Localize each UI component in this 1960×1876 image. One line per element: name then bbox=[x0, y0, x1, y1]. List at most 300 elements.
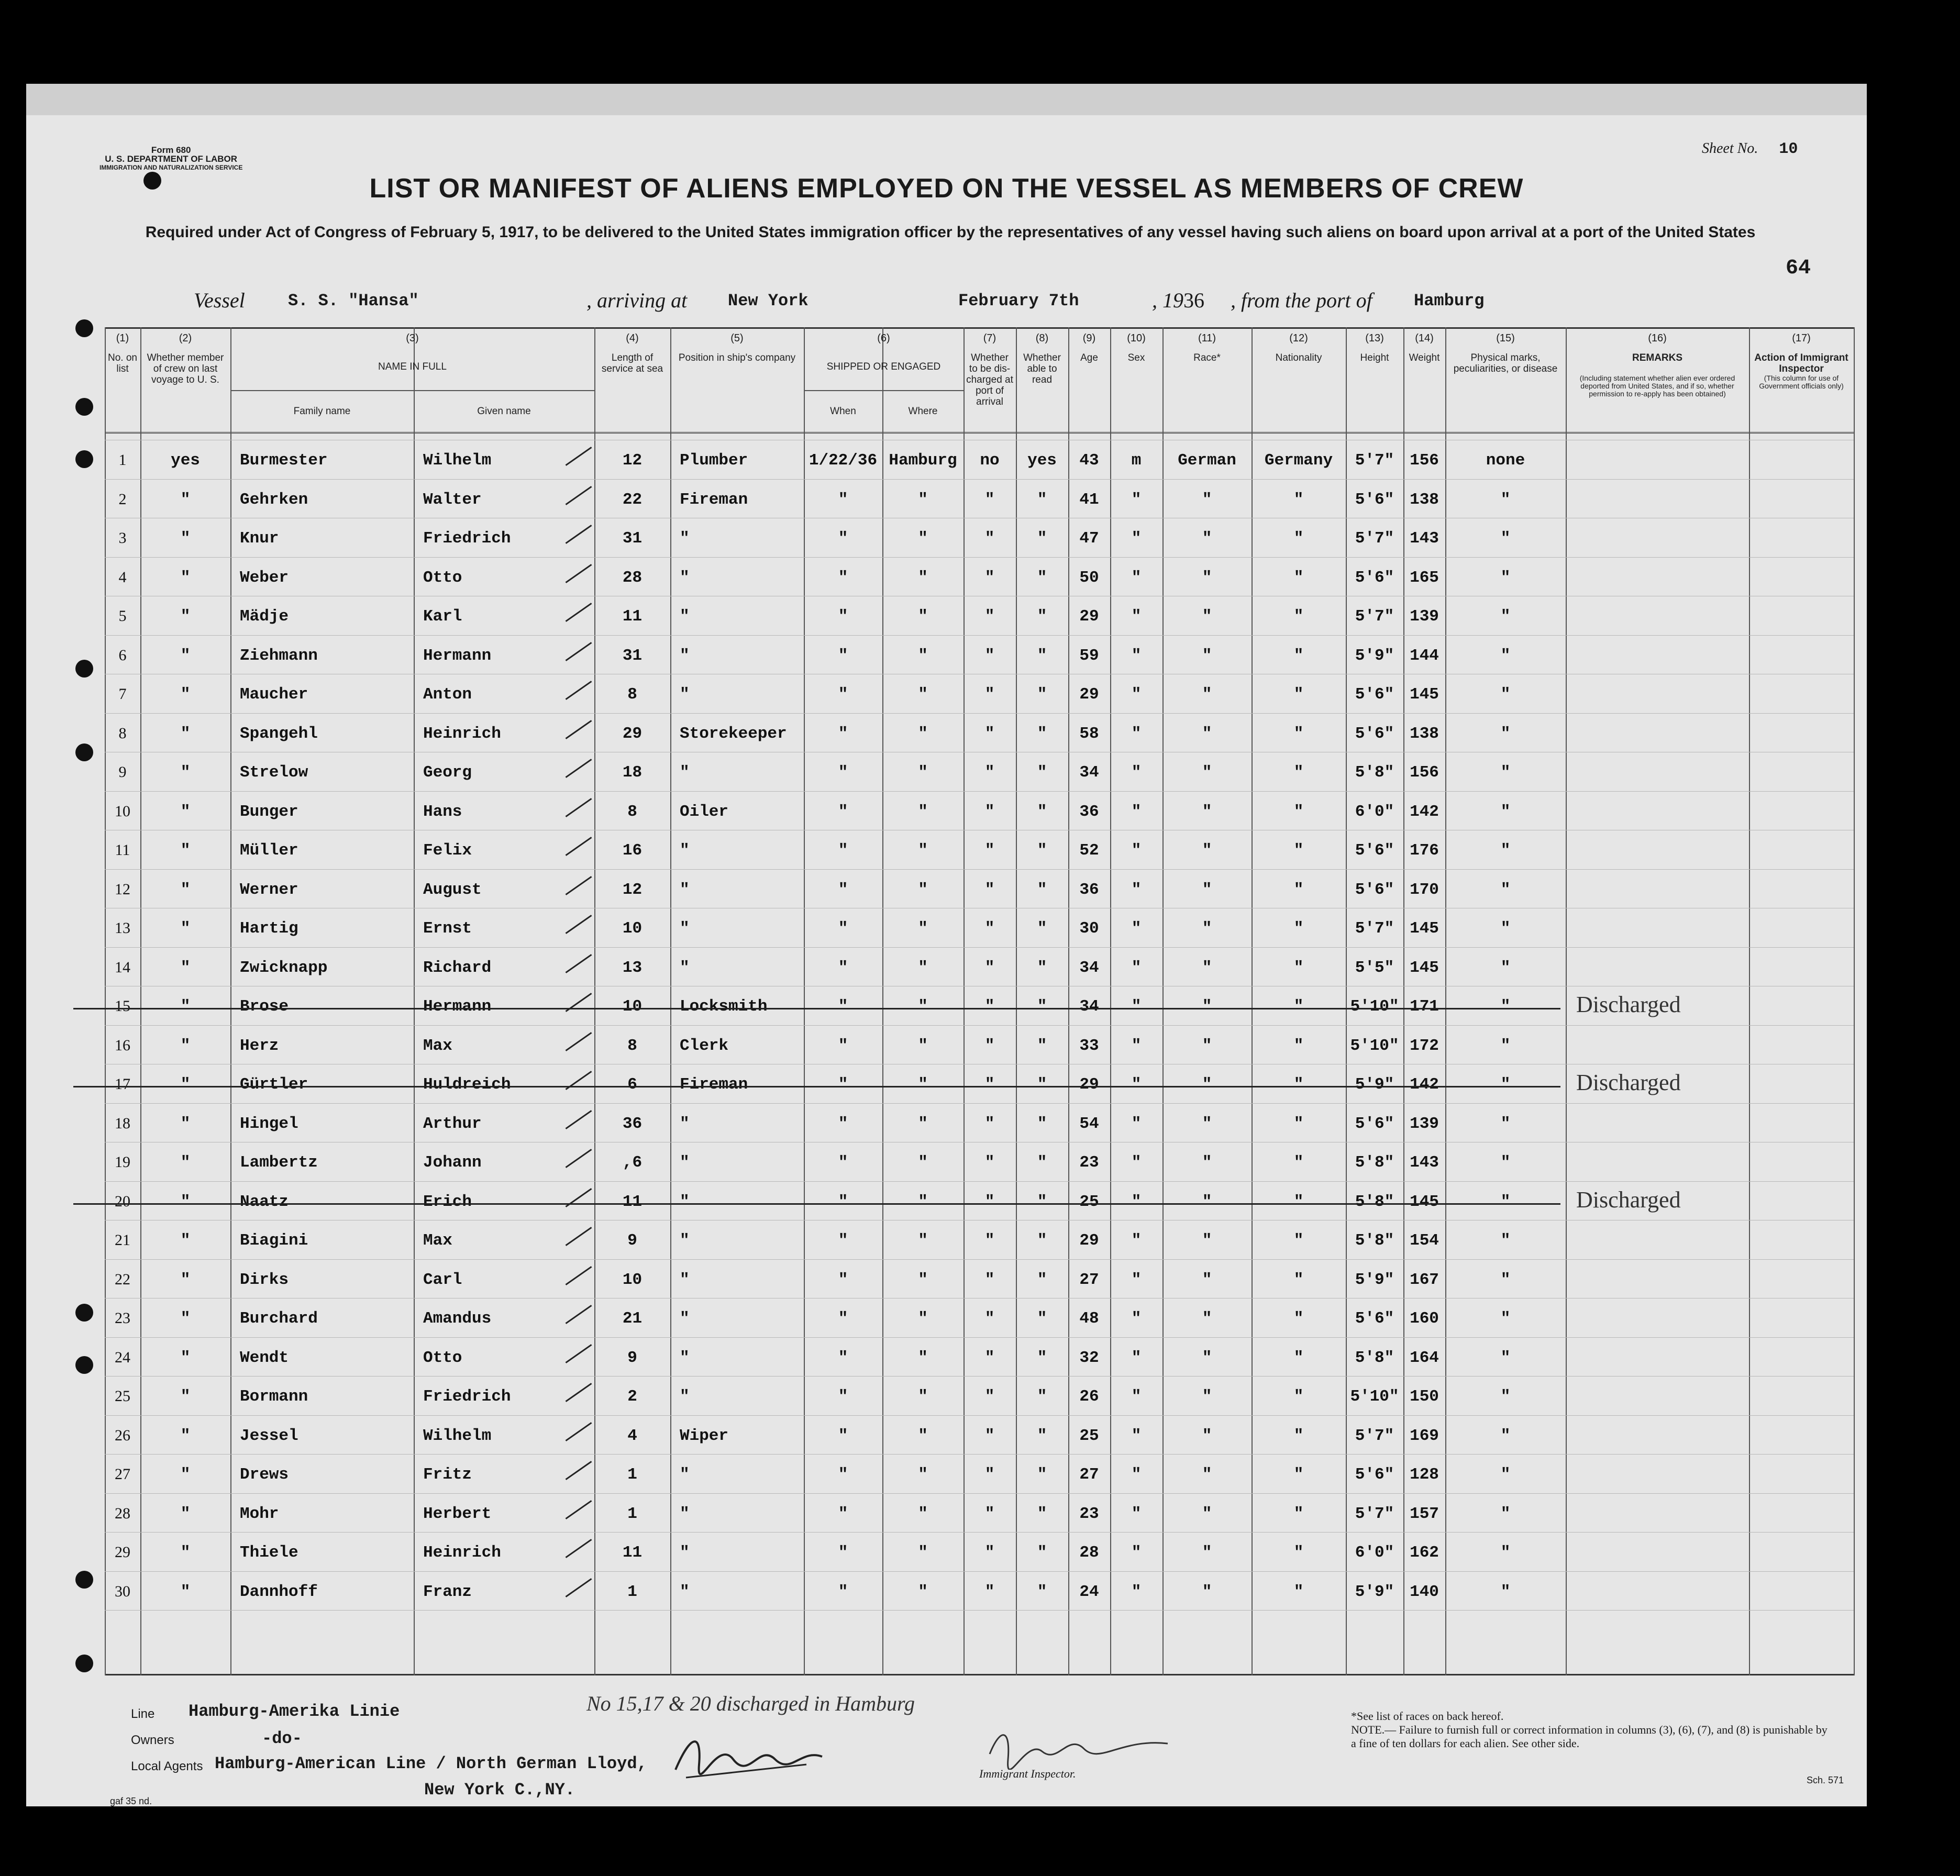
cell-service: 11 bbox=[622, 607, 643, 626]
cell-weight: 145 bbox=[1410, 685, 1439, 704]
cell-service: 22 bbox=[622, 490, 643, 509]
vessel-label: Vessel bbox=[194, 288, 245, 312]
cell-sex: " bbox=[1131, 763, 1142, 782]
cell-marks: " bbox=[1500, 1309, 1511, 1328]
cell-age: 33 bbox=[1079, 1036, 1099, 1055]
cell-prev: " bbox=[180, 685, 191, 704]
cell-given: Felix bbox=[423, 841, 472, 860]
cell-race: " bbox=[1202, 919, 1212, 938]
cell-race: " bbox=[1202, 1114, 1212, 1133]
cell-marks: " bbox=[1500, 568, 1511, 587]
cell-family: Knur bbox=[240, 529, 279, 548]
cell-sex: " bbox=[1131, 919, 1142, 938]
cell-where: " bbox=[918, 763, 928, 782]
cell-position: " bbox=[680, 568, 690, 587]
cell-prev: " bbox=[180, 997, 191, 1016]
cell-marks: " bbox=[1500, 1231, 1511, 1250]
cell-read: " bbox=[1037, 529, 1047, 548]
cell-weight: 138 bbox=[1410, 724, 1439, 743]
footnote-races: *See list of races on back hereof. bbox=[1351, 1710, 1504, 1723]
cell-service: 8 bbox=[627, 1036, 637, 1055]
cell-marks: " bbox=[1500, 1075, 1511, 1094]
cell-position: " bbox=[680, 1544, 690, 1562]
cell-marks: " bbox=[1500, 529, 1511, 548]
form-identifier bbox=[99, 146, 242, 172]
cell-family: Weber bbox=[240, 568, 289, 587]
cell-when: " bbox=[838, 880, 848, 899]
cell-family: Wendt bbox=[240, 1348, 289, 1367]
cell-marks: " bbox=[1500, 1270, 1511, 1289]
cell-service: 31 bbox=[622, 646, 643, 665]
row-rule bbox=[105, 1532, 1854, 1533]
handwritten-discharge-note: No 15,17 & 20 discharged in Hamburg bbox=[586, 1692, 915, 1715]
agents-label: Local Agents bbox=[131, 1759, 203, 1773]
cell-race: " bbox=[1202, 1504, 1212, 1523]
cell-where: " bbox=[918, 607, 928, 626]
cell-nationality: " bbox=[1293, 568, 1304, 587]
cell-no: 28 bbox=[115, 1504, 130, 1522]
vessel-line bbox=[194, 288, 245, 313]
owners-label: Owners bbox=[131, 1733, 174, 1747]
cell-discharge: " bbox=[984, 490, 995, 509]
cell-family: Zwicknapp bbox=[240, 958, 328, 977]
cell-weight: 154 bbox=[1410, 1231, 1439, 1250]
cell-prev: " bbox=[180, 1075, 191, 1094]
row-rule bbox=[105, 1454, 1854, 1455]
cell-sex: " bbox=[1131, 1582, 1142, 1601]
cell-discharge: " bbox=[984, 1426, 995, 1445]
schedule-number: Sch. 571 bbox=[1807, 1775, 1844, 1785]
cell-no: 11 bbox=[115, 841, 130, 859]
cell-marks: " bbox=[1500, 802, 1511, 821]
cell-weight: 142 bbox=[1410, 802, 1439, 821]
cell-position: " bbox=[680, 685, 690, 704]
cell-family: Thiele bbox=[240, 1544, 298, 1562]
cell-given: Max bbox=[423, 1231, 452, 1250]
column-number: (17) bbox=[1792, 332, 1811, 344]
cell-nationality: " bbox=[1293, 1426, 1304, 1445]
cell-service: 36 bbox=[622, 1114, 643, 1133]
cell-service: 11 bbox=[622, 1192, 643, 1211]
cell-height: 5'6" bbox=[1355, 1114, 1394, 1133]
cell-nationality: " bbox=[1293, 1348, 1304, 1367]
remarks-discharged: Discharged bbox=[1576, 1186, 1681, 1213]
cell-sex: " bbox=[1131, 1114, 1142, 1133]
cell-read: " bbox=[1037, 1192, 1047, 1211]
cell-position: Fireman bbox=[680, 490, 748, 509]
cell-age: 54 bbox=[1079, 1114, 1099, 1133]
cell-age: 29 bbox=[1079, 685, 1099, 704]
cell-position: " bbox=[680, 958, 690, 977]
punch-hole bbox=[75, 319, 93, 337]
row-rule bbox=[105, 479, 1854, 480]
cell-age: 36 bbox=[1079, 802, 1099, 821]
cell-service: 8 bbox=[627, 802, 637, 821]
row-rule bbox=[105, 713, 1854, 714]
cell-given: Wilhelm bbox=[423, 1426, 492, 1445]
cell-race: " bbox=[1202, 1309, 1212, 1328]
cell-family: Herz bbox=[240, 1036, 279, 1055]
cell-read: " bbox=[1037, 1114, 1047, 1133]
cell-race: " bbox=[1202, 607, 1212, 626]
cell-no: 7 bbox=[118, 685, 127, 703]
cell-where: " bbox=[918, 841, 928, 860]
cell-age: 32 bbox=[1079, 1348, 1099, 1367]
cell-sex: " bbox=[1131, 1426, 1142, 1445]
cell-where: " bbox=[918, 529, 928, 548]
cell-service: 21 bbox=[622, 1309, 643, 1328]
cell-sex: " bbox=[1131, 1192, 1142, 1211]
cell-family: Dannhoff bbox=[240, 1582, 318, 1601]
cell-service: 10 bbox=[622, 919, 643, 938]
column-number: (15) bbox=[1496, 332, 1515, 344]
punch-hole bbox=[75, 1571, 93, 1589]
cell-read: " bbox=[1037, 1544, 1047, 1562]
cell-race: " bbox=[1202, 490, 1212, 509]
cell-no: 24 bbox=[115, 1348, 130, 1366]
cell-discharge: " bbox=[984, 1348, 995, 1367]
cell-given: Friedrich bbox=[423, 1387, 511, 1406]
form-service: IMMIGRATION AND NATURALIZATION SERVICE bbox=[99, 164, 243, 171]
cell-when: " bbox=[838, 1582, 848, 1601]
cell-read: " bbox=[1037, 1426, 1047, 1445]
cell-height: 6'0" bbox=[1355, 1544, 1394, 1562]
cell-when: " bbox=[838, 685, 848, 704]
cell-family: Brose bbox=[240, 997, 289, 1016]
page-subtitle: Required under Act of Congress of February 5, 1917, to be delivered to the United States immigration officer by the representatives of any vessel having such aliens on board upon arrival at a port of the United States bbox=[145, 224, 1756, 241]
cell-position: " bbox=[680, 1114, 690, 1133]
cell-position: " bbox=[680, 763, 690, 782]
cell-service: 18 bbox=[622, 763, 643, 782]
year-value: 36 bbox=[1183, 288, 1204, 312]
arrival-year bbox=[1152, 288, 1204, 313]
cell-read: " bbox=[1037, 997, 1047, 1016]
cell-family: Gürtler bbox=[240, 1075, 308, 1094]
column-header: Position in ship's company bbox=[678, 352, 796, 363]
cell-position: " bbox=[680, 1466, 690, 1484]
cell-when: " bbox=[838, 1114, 848, 1133]
cell-position: " bbox=[680, 1582, 690, 1601]
column-header: Height bbox=[1360, 352, 1389, 363]
cell-position: " bbox=[680, 1348, 690, 1367]
cell-age: 47 bbox=[1079, 529, 1099, 548]
cell-when: " bbox=[838, 1309, 848, 1328]
cell-when: " bbox=[838, 1466, 848, 1484]
cell-weight: 172 bbox=[1410, 1036, 1439, 1055]
cell-nationality: " bbox=[1293, 1582, 1304, 1601]
cell-discharge: " bbox=[984, 802, 995, 821]
cell-no: 19 bbox=[115, 1153, 130, 1171]
cell-read: " bbox=[1037, 958, 1047, 977]
cell-race: " bbox=[1202, 724, 1212, 743]
cell-sex: " bbox=[1131, 646, 1142, 665]
cell-prev: " bbox=[180, 1504, 191, 1523]
column-number: (13) bbox=[1365, 332, 1384, 344]
cell-race: " bbox=[1202, 529, 1212, 548]
cell-weight: 139 bbox=[1410, 1114, 1439, 1133]
cell-no: 25 bbox=[115, 1387, 130, 1405]
cell-nationality: " bbox=[1293, 1387, 1304, 1406]
column-header: NAME IN FULL bbox=[378, 361, 447, 372]
cell-nationality: " bbox=[1293, 685, 1304, 704]
cell-service: 13 bbox=[622, 958, 643, 977]
cell-height: 5'6" bbox=[1355, 1466, 1394, 1484]
column-header: SHIPPED OR ENGAGED bbox=[826, 361, 941, 372]
cell-nationality: " bbox=[1293, 529, 1304, 548]
cell-height: 5'7" bbox=[1355, 607, 1394, 626]
cell-height: 5'6" bbox=[1355, 685, 1394, 704]
cell-no: 4 bbox=[118, 568, 127, 586]
form-department: U. S. DEPARTMENT OF LABOR bbox=[105, 154, 238, 164]
cell-where: " bbox=[918, 1582, 928, 1601]
punch-hole bbox=[75, 743, 93, 761]
cell-marks: " bbox=[1500, 1466, 1511, 1484]
cell-given: Anton bbox=[423, 685, 472, 704]
column-number: (8) bbox=[1035, 332, 1049, 344]
cell-where: " bbox=[918, 1270, 928, 1289]
cell-position: " bbox=[680, 1153, 690, 1172]
cell-race: " bbox=[1202, 1231, 1212, 1250]
cell-nationality: " bbox=[1293, 1075, 1304, 1094]
row-rule bbox=[105, 1415, 1854, 1416]
cell-position: Clerk bbox=[680, 1036, 729, 1055]
column-header: Whether able to read bbox=[1023, 352, 1061, 385]
cell-no: 23 bbox=[115, 1309, 130, 1327]
cell-when: " bbox=[838, 1036, 848, 1055]
cell-prev: " bbox=[180, 880, 191, 899]
cell-where: " bbox=[918, 1466, 928, 1484]
cell-when: " bbox=[838, 568, 848, 587]
cell-prev: " bbox=[180, 568, 191, 587]
cell-position: " bbox=[680, 1192, 690, 1211]
punch-hole bbox=[75, 1356, 93, 1374]
cell-discharge: " bbox=[984, 724, 995, 743]
cell-where: " bbox=[918, 1348, 928, 1367]
cell-read: " bbox=[1037, 1348, 1047, 1367]
cell-discharge: " bbox=[984, 646, 995, 665]
column-subheader: Where bbox=[908, 406, 938, 417]
cell-age: 28 bbox=[1079, 1544, 1099, 1562]
line-label: Line bbox=[131, 1707, 155, 1721]
cell-where: " bbox=[918, 724, 928, 743]
cell-discharge: " bbox=[984, 880, 995, 899]
arrival-date: February 7th bbox=[958, 291, 1079, 310]
cell-service: 12 bbox=[622, 451, 643, 470]
cell-weight: 143 bbox=[1410, 1153, 1439, 1172]
cell-position: " bbox=[680, 607, 690, 626]
column-rule bbox=[1854, 327, 1855, 1675]
cell-weight: 150 bbox=[1410, 1387, 1439, 1406]
cell-service: 29 bbox=[622, 724, 643, 743]
cell-given: Georg bbox=[423, 763, 472, 782]
column-number: (1) bbox=[116, 332, 129, 344]
cell-weight: 164 bbox=[1410, 1348, 1439, 1367]
strike-through-line bbox=[73, 1008, 1560, 1009]
cell-discharge: " bbox=[984, 529, 995, 548]
footnote-penalty: NOTE.— Failure to furnish full or correct information in columns (3), (6), (7), and (8) is punishable by a fine of ten dollars for each alien. See other side. bbox=[1351, 1723, 1828, 1750]
year-prefix: , 19 bbox=[1152, 288, 1183, 312]
cell-age: 48 bbox=[1079, 1309, 1099, 1328]
cell-read: yes bbox=[1027, 451, 1057, 470]
column-header: Race* bbox=[1193, 352, 1221, 363]
cell-where: " bbox=[918, 1114, 928, 1133]
cell-nationality: " bbox=[1293, 1036, 1304, 1055]
cell-discharge: " bbox=[984, 1114, 995, 1133]
cell-discharge: no bbox=[980, 451, 1000, 470]
cell-where: " bbox=[918, 1544, 928, 1562]
cell-family: Lambertz bbox=[240, 1153, 318, 1172]
column-header: Nationality bbox=[1275, 352, 1322, 363]
column-number: (11) bbox=[1198, 332, 1216, 344]
cell-position: Storekeeper bbox=[680, 724, 787, 743]
cell-sex: " bbox=[1131, 997, 1142, 1016]
cell-age: 27 bbox=[1079, 1466, 1099, 1484]
cell-given: Richard bbox=[423, 958, 492, 977]
cell-read: " bbox=[1037, 646, 1047, 665]
cell-race: " bbox=[1202, 1348, 1212, 1367]
cell-given: Carl bbox=[423, 1270, 462, 1289]
cell-sex: " bbox=[1131, 1309, 1142, 1328]
cell-sex: " bbox=[1131, 958, 1142, 977]
cell-no: 27 bbox=[115, 1466, 130, 1483]
cell-read: " bbox=[1037, 685, 1047, 704]
cell-prev: " bbox=[180, 1192, 191, 1211]
cell-prev: " bbox=[180, 490, 191, 509]
cell-weight: 144 bbox=[1410, 646, 1439, 665]
cell-when: " bbox=[838, 724, 848, 743]
cell-nationality: " bbox=[1293, 880, 1304, 899]
cell-prev: " bbox=[180, 1270, 191, 1289]
cell-nationality: " bbox=[1293, 763, 1304, 782]
cell-race: " bbox=[1202, 802, 1212, 821]
column-header-note: (Including statement whether alien ever ordered deported from United States, and if so, whether permission to re-apply has been obtained) bbox=[1579, 374, 1735, 398]
cell-position: " bbox=[680, 841, 690, 860]
cell-family: Jessel bbox=[240, 1426, 298, 1445]
cell-race: " bbox=[1202, 880, 1212, 899]
cell-given: Erich bbox=[423, 1192, 472, 1211]
cell-position: Fireman bbox=[680, 1075, 748, 1094]
cell-service: 9 bbox=[627, 1231, 637, 1250]
cell-height: 5'7" bbox=[1355, 919, 1394, 938]
row-rule bbox=[105, 1259, 1854, 1260]
cell-nationality: " bbox=[1293, 490, 1304, 509]
cell-service: 10 bbox=[622, 1270, 643, 1289]
cell-family: Maucher bbox=[240, 685, 308, 704]
cell-age: 41 bbox=[1079, 490, 1099, 509]
cell-nationality: " bbox=[1293, 1192, 1304, 1211]
cell-given: Herbert bbox=[423, 1504, 492, 1523]
cell-sex: " bbox=[1131, 841, 1142, 860]
cell-family: Naatz bbox=[240, 1192, 289, 1211]
cell-when: " bbox=[838, 763, 848, 782]
cell-given: Walter bbox=[423, 490, 482, 509]
column-number: (16) bbox=[1648, 332, 1667, 344]
cell-nationality: " bbox=[1293, 1504, 1304, 1523]
from-label: , from the port of bbox=[1231, 288, 1372, 312]
cell-height: 5'9" bbox=[1355, 1270, 1394, 1289]
cell-read: " bbox=[1037, 802, 1047, 821]
cell-sex: " bbox=[1131, 529, 1142, 548]
cell-age: 34 bbox=[1079, 763, 1099, 782]
cell-prev: " bbox=[180, 1309, 191, 1328]
cell-when: " bbox=[838, 1426, 848, 1445]
cell-when: " bbox=[838, 1387, 848, 1406]
cell-family: Biagini bbox=[240, 1231, 308, 1250]
cell-weight: 156 bbox=[1410, 763, 1439, 782]
column-number: (14) bbox=[1415, 332, 1434, 344]
cell-marks: " bbox=[1500, 841, 1511, 860]
sheet-label: Sheet No. bbox=[1702, 140, 1758, 157]
cell-service: ,6 bbox=[622, 1153, 643, 1172]
cell-when: " bbox=[838, 841, 848, 860]
cell-sex: " bbox=[1131, 1075, 1142, 1094]
cell-when: " bbox=[838, 1153, 848, 1172]
cell-height: 5'10" bbox=[1350, 997, 1399, 1016]
cell-position: Wiper bbox=[680, 1426, 729, 1445]
cell-discharge: " bbox=[984, 685, 995, 704]
cell-sex: " bbox=[1131, 685, 1142, 704]
cell-discharge: " bbox=[984, 919, 995, 938]
vessel-name: S. S. "Hansa" bbox=[288, 291, 419, 310]
cell-given: Franz bbox=[423, 1582, 472, 1601]
cell-discharge: " bbox=[984, 763, 995, 782]
footnote bbox=[1351, 1710, 1833, 1750]
cell-height: 5'7" bbox=[1355, 529, 1394, 548]
cell-marks: " bbox=[1500, 1544, 1511, 1562]
cell-prev: " bbox=[180, 1231, 191, 1250]
cell-nationality: " bbox=[1293, 1309, 1304, 1328]
cell-family: Hartig bbox=[240, 919, 298, 938]
cell-no: 5 bbox=[118, 607, 127, 625]
column-rule bbox=[1566, 327, 1567, 1675]
cell-weight: 143 bbox=[1410, 529, 1439, 548]
cell-prev: " bbox=[180, 802, 191, 821]
column-header: Whether to be dis-charged at port of arrival bbox=[966, 352, 1013, 407]
cell-sex: " bbox=[1131, 802, 1142, 821]
cell-when: " bbox=[838, 997, 848, 1016]
cell-position: " bbox=[680, 1270, 690, 1289]
cell-weight: 162 bbox=[1410, 1544, 1439, 1562]
owners-value: -do- bbox=[262, 1729, 302, 1748]
cell-sex: " bbox=[1131, 1466, 1142, 1484]
column-header: Weight bbox=[1409, 352, 1440, 363]
header-bottom-rule bbox=[105, 432, 1854, 434]
cell-marks: " bbox=[1500, 1153, 1511, 1172]
cell-marks: " bbox=[1500, 646, 1511, 665]
cell-read: " bbox=[1037, 1582, 1047, 1601]
cell-discharge: " bbox=[984, 1582, 995, 1601]
cell-position: Oiler bbox=[680, 802, 729, 821]
cell-discharge: " bbox=[984, 1153, 995, 1172]
column-header: Age bbox=[1080, 352, 1098, 363]
column-rule bbox=[1749, 327, 1750, 1675]
cell-when: " bbox=[838, 490, 848, 509]
cell-service: 8 bbox=[627, 685, 637, 704]
column-header: Whether member of crew on last voyage to U. S. bbox=[147, 352, 224, 385]
cell-given: August bbox=[423, 880, 482, 899]
cell-no: 8 bbox=[118, 724, 127, 742]
from-port: Hamburg bbox=[1414, 291, 1485, 310]
cell-weight: 145 bbox=[1410, 1192, 1439, 1211]
cell-given: Otto bbox=[423, 1348, 462, 1367]
cell-age: 34 bbox=[1079, 958, 1099, 977]
cell-marks: " bbox=[1500, 1426, 1511, 1445]
cell-weight: 139 bbox=[1410, 607, 1439, 626]
cell-when: " bbox=[838, 1544, 848, 1562]
cell-prev: " bbox=[180, 1153, 191, 1172]
column-subheader: When bbox=[830, 406, 856, 417]
cell-race: " bbox=[1202, 1582, 1212, 1601]
